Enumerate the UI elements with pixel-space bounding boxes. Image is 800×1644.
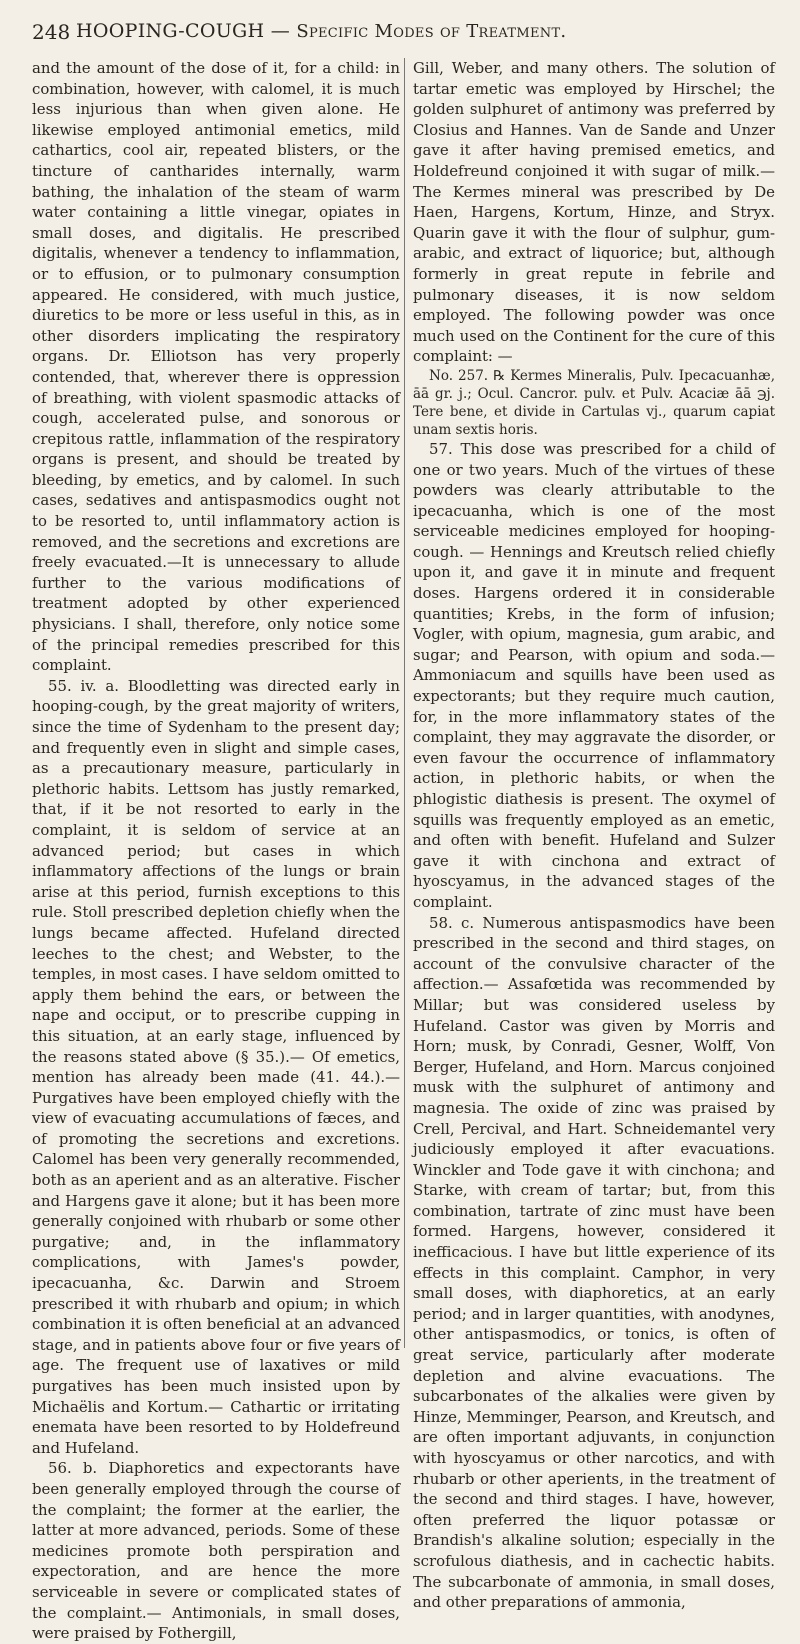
running-title <box>76 20 766 42</box>
left-column <box>32 58 400 1643</box>
paragraph: 56. b. Diaphoretics and expectorants have been generally employed through the course of the complaint; the former at the earlier, the latter at more advanced, periods. Some of these medicines promote both perspiration and expectoration, and are hence the more serviceable in severe or complicated states of the complaint.— Antimonials, in small doses, were praised by Fothergill, <box>32 1459 400 1643</box>
paragraph: and the amount of the dose of it, for a child: in combination, however, with calomel, it is much less injurious than when given alone. He likewise employed antimonial emetics, mild cathartics, cool air, repeated blisters, or the tincture of cantharides internally, warm bathing, the inhalation of the steam of warm water containing a little vinegar, opiates in small doses, and digitalis. He prescribed digitalis, whenever a tendency to inflammation, or to effusion, or to pulmonary consumption appeared. He considered, with much justice, diuretics to be more or less useful in this, as in other disorders implicating the respiratory organs. Dr. Elliotson has very properly contended, that, wherever there is oppression of breathing, with violent spasmodic attacks of cough, accelerated pulse, and sonorous or crepitous rattle, inflammation of the respiratory organs is present, and should be treated by bleeding, by emetics, and by calomel. In such cases, sedatives and antispasmodics ought not to be resorted to, until inflammatory action is removed, and the secretions and excretions are freely evacuated.—It is unnecessary to allude further to the various modifications of treatment adopted by other experienced physicians. I shall, therefore, only notice some of the principal remedies prescribed for this complaint. <box>32 59 400 675</box>
running-title-main: HOOPING-COUGH — <box>76 20 297 42</box>
prescription: No. 257. ℞ Kermes Mineralis, Pulv. Ipecacuanhæ, āā gr. j.; Ocul. Cancror. pulv. et Pulv. Acaciæ āā ℈j. Tere bene, et divide in Cartulas vj., quarum capiat unam sextis horis. <box>413 367 775 438</box>
page-number: 248 <box>32 20 71 44</box>
paragraph: 55. iv. a. Bloodletting was directed early in hooping-cough, by the great majority of writers, since the time of Sydenham to the present day; and frequently even in slight and simple cases, as a precautionary measure, particularly in plethoric habits. Lettsom has justly remarked, that, if it be not resorted to early in the complaint, it is seldom of service at an advanced period; but cases in which inflammatory affections of the lungs or brain arise at this period, furnish exceptions to this rule. Stoll prescribed depletion chiefly when the lungs became affected. Hufeland directed leeches to the chest; and Webster, to the temples, in most cases. I have seldom omitted to apply them behind the ears, or between the nape and occiput, or to prescribe cupping in this situation, at an early stage, influenced by the reasons stated above (§ 35.).— Of emetics, mention has already been made (41. 44.).— Purgatives have been employed chiefly with the view of evacuating accumulations of fæces, and of promoting the secretions and excretions. Calomel has been very generally recommended, both as an aperient and as an alterative. Fischer and Hargens gave it alone; but it has been more generally conjoined with rhubarb or some other purgative; and, in the inflammatory complications, with James's powder, ipecacuanha, &c. Darwin and Stroem prescribed it with rhubarb and opium; in which combination it is often beneficial at an advanced stage, and in patients above four or five years of age. The frequent use of laxatives or mild purgatives has been much insisted upon by Michaëlis and Kortum.— Cathartic or irritating enemata have been resorted to by Holdefreund and Hufeland. <box>32 676 400 1457</box>
running-header <box>32 18 772 50</box>
running-title-sub: Specific Modes of Treatment. <box>296 21 567 42</box>
right-column <box>404 58 775 1612</box>
paragraph: 58. c. Numerous antispasmodics have been prescribed in the second and third stages, on account of the convulsive character of the affection.— Assafœtida was recommended by Millar; but was considered useless by Hufeland. Castor was given by Morris and Horn; musk, by Conradi, Gesner, Wolff, Von Berger, Hufeland, and Horn. Marcus conjoined musk with the sulphuret of antimony and magnesia. The oxide of zinc was praised by Crell, Percival, and Hart. Schneidemantel very judiciously employed it after evacuations. Winckler and Tode gave it with cinchona; and Starke, with cream of tartar; but, from this combination, tartrate of zinc must have been formed. Hargens, however, considered it inefficacious. I have but little experience of its effects in this complaint. Camphor, in very small doses, with diaphoretics, at an early period; and in larger quantities, with anodynes, other antispasmodics, or tonics, is often of great service, particularly after moderate depletion and alvine evacuations. The subcarbonates of the alkalies were given by Hinze, Memminger, Pearson, and Kreutsch, and are often important adjuvants, in conjunction with hyoscyamus or other narcotics, and with rhubarb or other aperients, in the treatment of the second and third stages. I have, however, often preferred the liquor potassæ or Brandish's alkaline solution; especially in the scrofulous diathesis, and in cachectic habits. The subcarbonate of ammonia, in small doses, and other preparations of ammonia, <box>413 913 775 1612</box>
paragraph: Gill, Weber, and many others. The solution of tartar emetic was employed by Hirschel; the golden sulphuret of antimony was preferred by Closius and Hannes. Van de Sande and Unzer gave it after having premised emetics, and Holdefreund conjoined it with sugar of milk.—The Kermes mineral was prescribed by De Haen, Hargens, Kortum, Hinze, and Stryx. Quarin gave it with the flour of sulphur, gum-arabic, and extract of liquorice; but, although formerly in great repute in febrile and pulmonary diseases, it is now seldom employed. The following powder was once much used on the Continent for the cure of this complaint: — <box>413 59 775 366</box>
paragraph: 57. This dose was prescribed for a child of one or two years. Much of the virtues of these powders was clearly attributable to the ipecacuanha, which is one of the most serviceable medicines employed for hooping-cough. — Hennings and Kreutsch relied chiefly upon it, and gave it in minute and frequent doses. Hargens ordered it in considerable quantities; Krebs, in the form of infusion; Vogler, with opium, magnesia, gum arabic, and sugar; and Pearson, with opium and soda.— Ammoniacum and squills have been used as expectorants; but they require much caution, for, in the more inflammatory states of the complaint, they may aggravate the disorder, or even favour the occurrence of inflammatory action, in plethoric habits, or when the phlogistic diathesis is present. The oxymel of squills was frequently employed as an emetic, and often with benefit. Hufeland and Sulzer gave it with cinchona and extract of hyoscyamus, in the advanced stages of the complaint. <box>413 439 775 911</box>
